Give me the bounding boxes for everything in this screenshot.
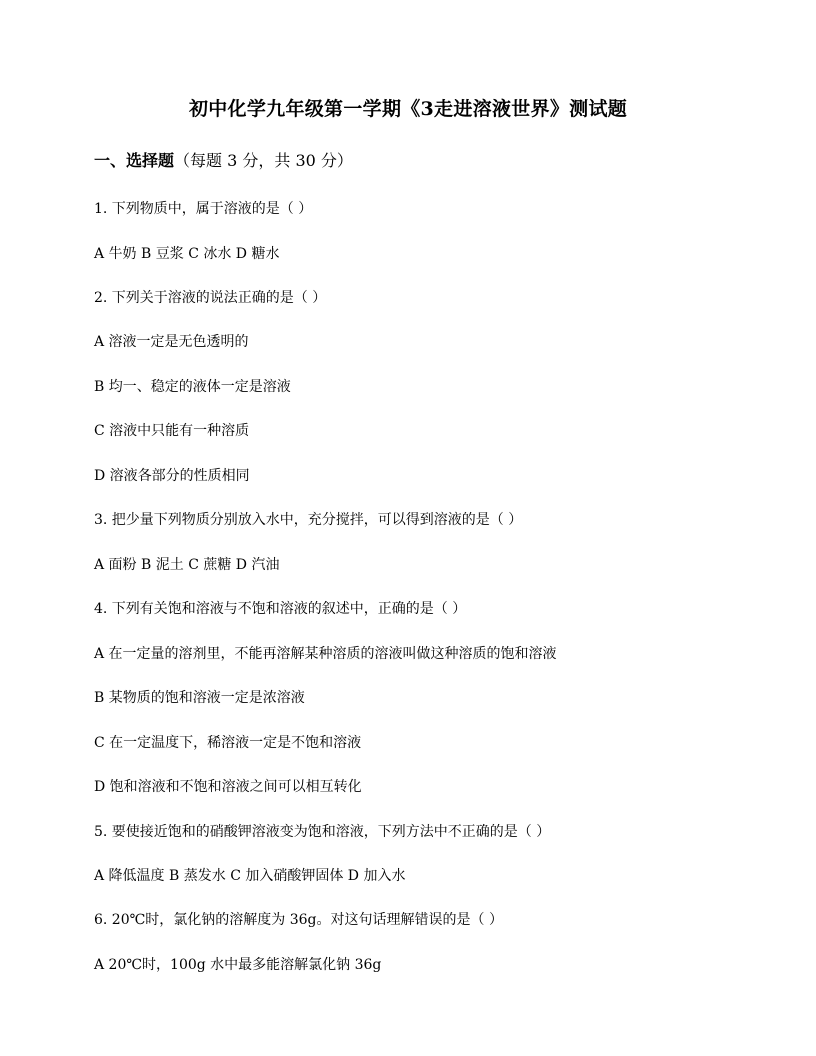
question-5-options: A 降低温度 B 蒸发水 C 加入硝酸钾固体 D 加入水	[94, 868, 406, 884]
question-1-options: A 牛奶 B 豆浆 C 冰水 D 糖水	[94, 246, 280, 262]
question-4-option-a: A 在一定量的溶剂里，不能再溶解某种溶质的溶液叫做这种溶质的饱和溶液	[94, 646, 557, 662]
section-heading	[94, 150, 353, 172]
question-4-option-d: D 饱和溶液和不饱和溶液之间可以相互转化	[94, 779, 362, 795]
question-2-option-d: D 溶液各部分的性质相同	[94, 468, 250, 484]
section-note: （每题 3 分，共 30 分）	[174, 151, 353, 170]
question-2-option-c: C 溶液中只能有一种溶质	[94, 423, 250, 439]
document-title: 初中化学九年级第一学期《3走进溶液世界》测试题	[188, 98, 628, 120]
question-4: 4. 下列有关饱和溶液与不饱和溶液的叙述中，正确的是（ ）	[94, 601, 467, 617]
question-5: 5. 要使接近饱和的硝酸钾溶液变为饱和溶液，下列方法中不正确的是（ ）	[94, 824, 551, 840]
section-label: 一、选择题	[94, 151, 175, 170]
question-6: 6. 20℃时，氯化钠的溶解度为 36g。对这句话理解错误的是（ ）	[94, 912, 503, 928]
question-3: 3. 把少量下列物质分别放入水中，充分搅拌，可以得到溶液的是（ ）	[94, 512, 523, 528]
question-2: 2. 下列关于溶液的说法正确的是（ ）	[94, 290, 327, 306]
question-1: 1. 下列物质中，属于溶液的是（ ）	[94, 201, 313, 217]
question-2-option-b: B 均一、稳定的液体一定是溶液	[94, 379, 291, 395]
question-6-option-a: A 20℃时，100g 水中最多能溶解氯化钠 36g	[94, 957, 382, 973]
question-4-option-b: B 某物质的饱和溶液一定是浓溶液	[94, 690, 305, 706]
question-2-option-a: A 溶液一定是无色透明的	[94, 334, 249, 350]
question-4-option-c: C 在一定温度下，稀溶液一定是不饱和溶液	[94, 735, 362, 751]
question-3-options: A 面粉 B 泥土 C 蔗糖 D 汽油	[94, 557, 280, 573]
